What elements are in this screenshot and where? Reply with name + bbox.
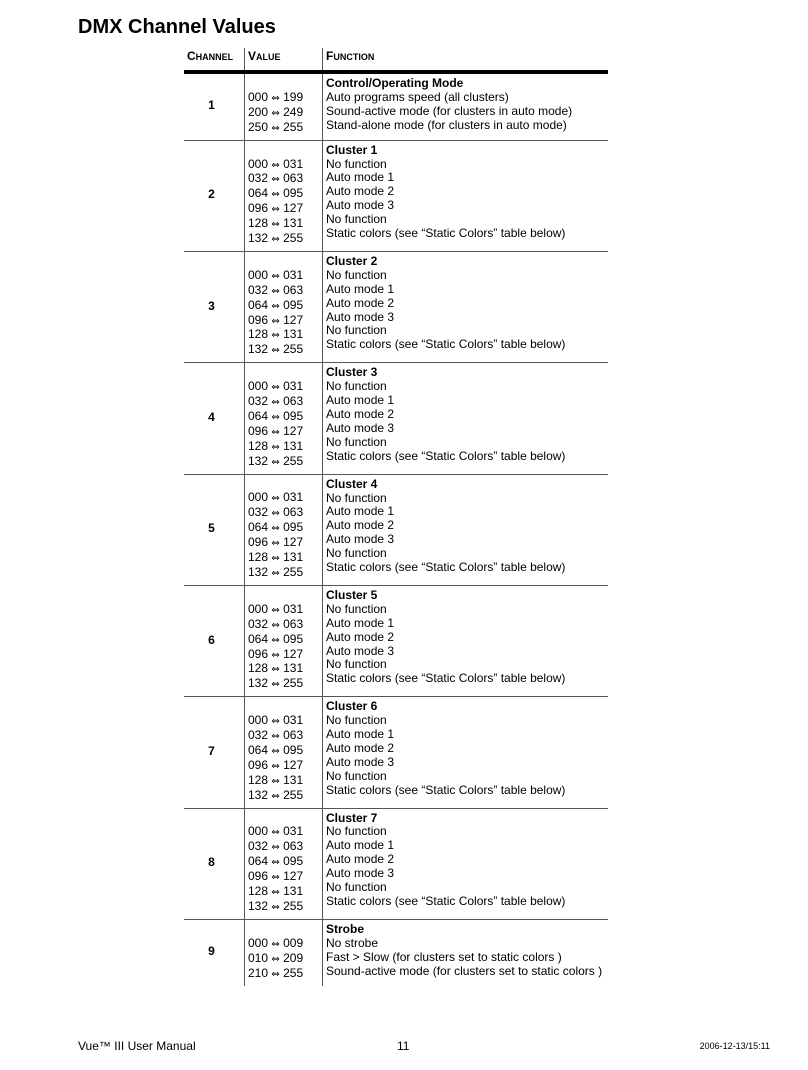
range-to: 031: [283, 267, 304, 282]
value-range: [248, 759, 319, 774]
range-from: 096: [248, 646, 269, 661]
range-arrow-icon: ⇔: [271, 300, 280, 312]
range-arrow-icon: ⇔: [271, 234, 280, 246]
value-range: [248, 536, 319, 551]
range-from: 210: [248, 965, 269, 980]
value-range: [248, 967, 319, 982]
value-range: [248, 217, 319, 232]
range-from: 000: [248, 156, 269, 171]
function-description: Auto mode 1: [326, 838, 395, 853]
range-arrow-icon: ⇔: [271, 619, 280, 631]
range-to: 131: [283, 327, 304, 342]
range-to: 255: [283, 965, 304, 980]
range-from: 064: [248, 742, 269, 757]
function-description: Auto mode 1: [326, 727, 395, 742]
value-range: [248, 789, 319, 804]
range-to: 255: [283, 453, 304, 468]
function-description: Auto mode 3: [326, 532, 395, 547]
range-from: 000: [248, 824, 269, 839]
range-to: 095: [283, 854, 304, 869]
channel-row: [184, 251, 608, 362]
channel-number: 8: [208, 855, 215, 870]
value-range: [248, 662, 319, 677]
function-description: Auto programs speed (all clusters): [326, 89, 509, 104]
header-function: FUNCTION: [323, 48, 609, 72]
function-group-title: Cluster 7: [326, 810, 378, 825]
function-description: Static colors (see “Static Colors” table below): [326, 337, 566, 352]
value-range: [248, 840, 319, 855]
function-description: No function: [326, 323, 387, 338]
range-to: 095: [283, 742, 304, 757]
range-from: 032: [248, 282, 269, 297]
value-range: [248, 284, 319, 299]
function-cell: [323, 251, 609, 362]
value-range: [248, 455, 319, 470]
channel-number: 2: [208, 187, 215, 202]
range-from: 128: [248, 438, 269, 453]
function-description: Auto mode 3: [326, 420, 395, 435]
function-cell: [323, 140, 609, 251]
value-range: [248, 440, 319, 455]
range-to: 009: [283, 935, 304, 950]
value-range: [248, 633, 319, 648]
range-from: 000: [248, 267, 269, 282]
range-arrow-icon: ⇔: [271, 634, 280, 646]
value-range: [248, 952, 319, 967]
range-arrow-icon: ⇔: [271, 745, 280, 757]
value-range: [248, 551, 319, 566]
range-to: 063: [283, 839, 304, 854]
range-to: 199: [283, 89, 304, 104]
function-description: Auto mode 2: [326, 406, 395, 421]
range-to: 063: [283, 171, 304, 186]
value-cell: [245, 251, 323, 362]
function-description: No function: [326, 824, 387, 839]
range-arrow-icon: ⇔: [271, 553, 280, 565]
function-group-title: Cluster 4: [326, 476, 378, 491]
range-to: 127: [283, 423, 304, 438]
footer-timestamp: 2006-12-13/15:11: [699, 1041, 770, 1051]
range-arrow-icon: ⇔: [271, 968, 280, 980]
function-description: Auto mode 1: [326, 504, 395, 519]
range-to: 131: [283, 884, 304, 899]
value-cell: [245, 363, 323, 474]
value-cell: [245, 697, 323, 808]
value-range: [248, 91, 319, 106]
function-group-title: Cluster 3: [326, 365, 378, 380]
range-from: 096: [248, 757, 269, 772]
channel-number: 4: [208, 409, 215, 424]
range-from: 132: [248, 565, 269, 580]
function-description: Auto mode 2: [326, 295, 395, 310]
channel-number: 5: [208, 521, 215, 536]
range-to: 255: [283, 565, 304, 580]
function-description: Auto mode 2: [326, 184, 395, 199]
range-from: 010: [248, 950, 269, 965]
range-arrow-icon: ⇔: [271, 842, 280, 854]
function-description: Auto mode 1: [326, 281, 395, 296]
function-group-title: Cluster 1: [326, 142, 378, 157]
function-description: No function: [326, 713, 387, 728]
range-arrow-icon: ⇔: [271, 159, 280, 171]
range-to: 127: [283, 201, 304, 216]
range-from: 000: [248, 601, 269, 616]
function-description: No function: [326, 156, 387, 171]
value-range: [248, 774, 319, 789]
channel-row: [184, 808, 608, 919]
range-from: 128: [248, 884, 269, 899]
function-description: No function: [326, 212, 387, 227]
function-description: No function: [326, 657, 387, 672]
value-cell: [245, 474, 323, 585]
function-description: Static colors (see “Static Colors” table below): [326, 560, 566, 575]
range-arrow-icon: ⇔: [271, 493, 280, 505]
value-cell: [245, 919, 323, 985]
range-arrow-icon: ⇔: [271, 716, 280, 728]
value-cell: [245, 808, 323, 919]
range-arrow-icon: ⇔: [271, 441, 280, 453]
range-arrow-icon: ⇔: [271, 122, 280, 134]
value-range: [248, 566, 319, 581]
range-from: 132: [248, 231, 269, 246]
range-to: 095: [283, 297, 304, 312]
range-from: 096: [248, 423, 269, 438]
channel-row: [184, 697, 608, 808]
function-description: Auto mode 3: [326, 309, 395, 324]
function-description: No function: [326, 768, 387, 783]
range-arrow-icon: ⇔: [271, 872, 280, 884]
page-title: DMX Channel Values: [78, 16, 276, 38]
range-from: 132: [248, 342, 269, 357]
function-cell: [323, 697, 609, 808]
dmx-channel-table: [184, 48, 608, 986]
value-range: [248, 232, 319, 247]
range-from: 064: [248, 186, 269, 201]
range-from: 132: [248, 676, 269, 691]
function-description: Static colors (see “Static Colors” table below): [326, 671, 566, 686]
channel-row: [184, 585, 608, 696]
range-to: 131: [283, 661, 304, 676]
range-to: 063: [283, 282, 304, 297]
range-to: 031: [283, 713, 304, 728]
value-range: [248, 380, 319, 395]
function-description: Auto mode 2: [326, 629, 395, 644]
range-to: 095: [283, 186, 304, 201]
channel-row: [184, 72, 608, 140]
range-to: 209: [283, 950, 304, 965]
function-description: No function: [326, 880, 387, 895]
value-cell: [245, 585, 323, 696]
function-description: Sound-active mode (for clusters set to static colors ): [326, 963, 603, 978]
range-arrow-icon: ⇔: [271, 382, 280, 394]
range-from: 032: [248, 394, 269, 409]
function-description: Static colors (see “Static Colors” table below): [326, 894, 566, 909]
value-range: [248, 491, 319, 506]
range-to: 255: [283, 342, 304, 357]
value-range: [248, 328, 319, 343]
range-arrow-icon: ⇔: [271, 679, 280, 691]
range-arrow-icon: ⇔: [271, 760, 280, 772]
range-arrow-icon: ⇔: [271, 270, 280, 282]
channel-number: 9: [208, 944, 215, 959]
range-arrow-icon: ⇔: [271, 92, 280, 104]
value-range: [248, 106, 319, 121]
range-arrow-icon: ⇔: [271, 953, 280, 965]
range-arrow-icon: ⇔: [271, 649, 280, 661]
range-arrow-icon: ⇔: [271, 204, 280, 216]
value-range: [248, 314, 319, 329]
range-from: 096: [248, 201, 269, 216]
value-range: [248, 299, 319, 314]
range-arrow-icon: ⇔: [271, 523, 280, 535]
range-arrow-icon: ⇔: [271, 174, 280, 186]
function-description: Auto mode 3: [326, 198, 395, 213]
range-from: 032: [248, 505, 269, 520]
header-channel: CHANNEL: [187, 49, 234, 64]
table-header-row: [184, 48, 608, 72]
range-from: 250: [248, 119, 269, 134]
range-to: 131: [283, 550, 304, 565]
range-arrow-icon: ⇔: [271, 397, 280, 409]
header-value: VALUE: [245, 48, 323, 72]
range-to: 255: [283, 119, 304, 134]
value-range: [248, 729, 319, 744]
value-range: [248, 937, 319, 952]
range-arrow-icon: ⇔: [271, 902, 280, 913]
function-description: No function: [326, 546, 387, 561]
range-to: 031: [283, 379, 304, 394]
range-to: 255: [283, 676, 304, 691]
function-description: No function: [326, 601, 387, 616]
range-to: 031: [283, 601, 304, 616]
function-description: Sound-active mode (for clusters in auto mode): [326, 103, 573, 118]
range-to: 127: [283, 757, 304, 772]
range-arrow-icon: ⇔: [271, 857, 280, 869]
range-from: 032: [248, 616, 269, 631]
value-range: [248, 885, 319, 900]
function-description: Auto mode 1: [326, 393, 395, 408]
range-arrow-icon: ⇔: [271, 538, 280, 550]
value-cell: [245, 72, 323, 140]
range-to: 255: [283, 899, 304, 913]
value-range: [248, 172, 319, 187]
function-description: Stand-alone mode (for clusters in auto mode): [326, 117, 567, 132]
channel-number: 6: [208, 632, 215, 647]
range-arrow-icon: ⇔: [271, 315, 280, 327]
range-from: 132: [248, 453, 269, 468]
range-arrow-icon: ⇔: [271, 775, 280, 787]
range-to: 127: [283, 869, 304, 884]
range-from: 128: [248, 661, 269, 676]
range-arrow-icon: ⇔: [271, 568, 280, 580]
value-range: [248, 269, 319, 284]
range-arrow-icon: ⇔: [271, 285, 280, 297]
value-range: [248, 900, 319, 915]
range-arrow-icon: ⇔: [271, 731, 280, 743]
value-cell: [245, 140, 323, 251]
range-to: 255: [283, 231, 304, 246]
range-from: 000: [248, 89, 269, 104]
function-description: Static colors (see “Static Colors” table below): [326, 448, 566, 463]
range-arrow-icon: ⇔: [271, 219, 280, 231]
range-from: 064: [248, 408, 269, 423]
channel-row: [184, 919, 608, 985]
range-from: 128: [248, 772, 269, 787]
range-to: 063: [283, 728, 304, 743]
function-cell: [323, 72, 609, 140]
range-to: 127: [283, 312, 304, 327]
range-to: 063: [283, 394, 304, 409]
value-range: [248, 121, 319, 136]
footer-manual-name: Vue™ III User Manual: [78, 1039, 196, 1053]
value-range: [248, 618, 319, 633]
value-range: [248, 744, 319, 759]
range-from: 032: [248, 728, 269, 743]
function-description: No function: [326, 490, 387, 505]
value-range: [248, 506, 319, 521]
range-from: 064: [248, 854, 269, 869]
range-arrow-icon: ⇔: [271, 664, 280, 676]
channel-row: [184, 140, 608, 251]
function-group-title: Cluster 6: [326, 699, 378, 714]
range-to: 131: [283, 772, 304, 787]
range-arrow-icon: ⇔: [271, 508, 280, 520]
table-body: [184, 72, 608, 986]
range-from: 132: [248, 787, 269, 802]
range-arrow-icon: ⇔: [271, 189, 280, 201]
range-from: 096: [248, 869, 269, 884]
range-to: 031: [283, 156, 304, 171]
range-to: 131: [283, 216, 304, 231]
range-from: 096: [248, 535, 269, 550]
function-description: Static colors (see “Static Colors” table below): [326, 226, 566, 241]
function-description: Auto mode 3: [326, 643, 395, 658]
channel-number: 7: [208, 743, 215, 758]
range-to: 255: [283, 787, 304, 802]
range-from: 000: [248, 490, 269, 505]
range-to: 063: [283, 616, 304, 631]
value-range: [248, 855, 319, 870]
function-description: No strobe: [326, 935, 379, 950]
value-range: [248, 603, 319, 618]
range-from: 032: [248, 839, 269, 854]
range-from: 128: [248, 550, 269, 565]
range-arrow-icon: ⇔: [271, 604, 280, 616]
function-cell: [323, 919, 609, 985]
range-to: 095: [283, 631, 304, 646]
value-range: [248, 202, 319, 217]
range-arrow-icon: ⇔: [271, 938, 280, 950]
range-from: 000: [248, 935, 269, 950]
channel-number: 3: [208, 298, 215, 313]
range-arrow-icon: ⇔: [271, 827, 280, 839]
range-to: 127: [283, 535, 304, 550]
range-arrow-icon: ⇔: [271, 790, 280, 802]
range-to: 031: [283, 490, 304, 505]
value-range: [248, 870, 319, 885]
range-from: 032: [248, 171, 269, 186]
function-description: No function: [326, 267, 387, 282]
function-cell: [323, 474, 609, 585]
range-from: 064: [248, 520, 269, 535]
value-range: [248, 187, 319, 202]
function-description: Auto mode 2: [326, 852, 395, 867]
value-range: [248, 714, 319, 729]
channel-number: 1: [208, 98, 215, 113]
value-range: [248, 410, 319, 425]
value-range: [248, 395, 319, 410]
value-range: [248, 677, 319, 692]
range-to: 249: [283, 104, 304, 119]
range-arrow-icon: ⇔: [271, 411, 280, 423]
range-to: 127: [283, 646, 304, 661]
range-from: 200: [248, 104, 269, 119]
function-group-title: Control/Operating Mode: [326, 76, 464, 90]
range-arrow-icon: ⇔: [271, 456, 280, 468]
range-from: 064: [248, 631, 269, 646]
range-arrow-icon: ⇔: [271, 426, 280, 438]
value-range: [248, 648, 319, 663]
value-range: [248, 343, 319, 358]
channel-row: [184, 363, 608, 474]
function-group-title: Cluster 5: [326, 587, 378, 602]
value-range: [248, 825, 319, 840]
value-range: [248, 158, 319, 173]
range-from: 000: [248, 379, 269, 394]
range-from: 064: [248, 297, 269, 312]
range-arrow-icon: ⇔: [271, 330, 280, 342]
value-range: [248, 521, 319, 536]
range-to: 095: [283, 408, 304, 423]
range-to: 031: [283, 824, 304, 839]
range-arrow-icon: ⇔: [271, 887, 280, 899]
range-from: 000: [248, 713, 269, 728]
range-from: 128: [248, 216, 269, 231]
function-description: Auto mode 3: [326, 866, 395, 881]
range-to: 063: [283, 505, 304, 520]
function-cell: [323, 585, 609, 696]
function-description: Auto mode 2: [326, 518, 395, 533]
range-arrow-icon: ⇔: [271, 107, 280, 119]
function-cell: [323, 363, 609, 474]
function-description: No function: [326, 434, 387, 449]
range-from: 132: [248, 899, 269, 913]
function-description: Fast > Slow (for clusters set to static colors ): [326, 949, 562, 964]
range-to: 095: [283, 520, 304, 535]
value-range: [248, 425, 319, 440]
function-cell: [323, 808, 609, 919]
function-description: Auto mode 2: [326, 740, 395, 755]
function-description: Auto mode 1: [326, 170, 395, 185]
range-from: 096: [248, 312, 269, 327]
footer-page-number: 11: [397, 1039, 410, 1053]
function-description: No function: [326, 379, 387, 394]
function-description: Static colors (see “Static Colors” table below): [326, 782, 566, 797]
function-description: Auto mode 3: [326, 754, 395, 769]
function-group-title: Cluster 2: [326, 253, 378, 268]
function-description: Auto mode 1: [326, 615, 395, 630]
range-to: 131: [283, 438, 304, 453]
channel-row: [184, 474, 608, 585]
range-arrow-icon: ⇔: [271, 345, 280, 357]
function-group-title: Strobe: [326, 921, 365, 936]
range-from: 128: [248, 327, 269, 342]
